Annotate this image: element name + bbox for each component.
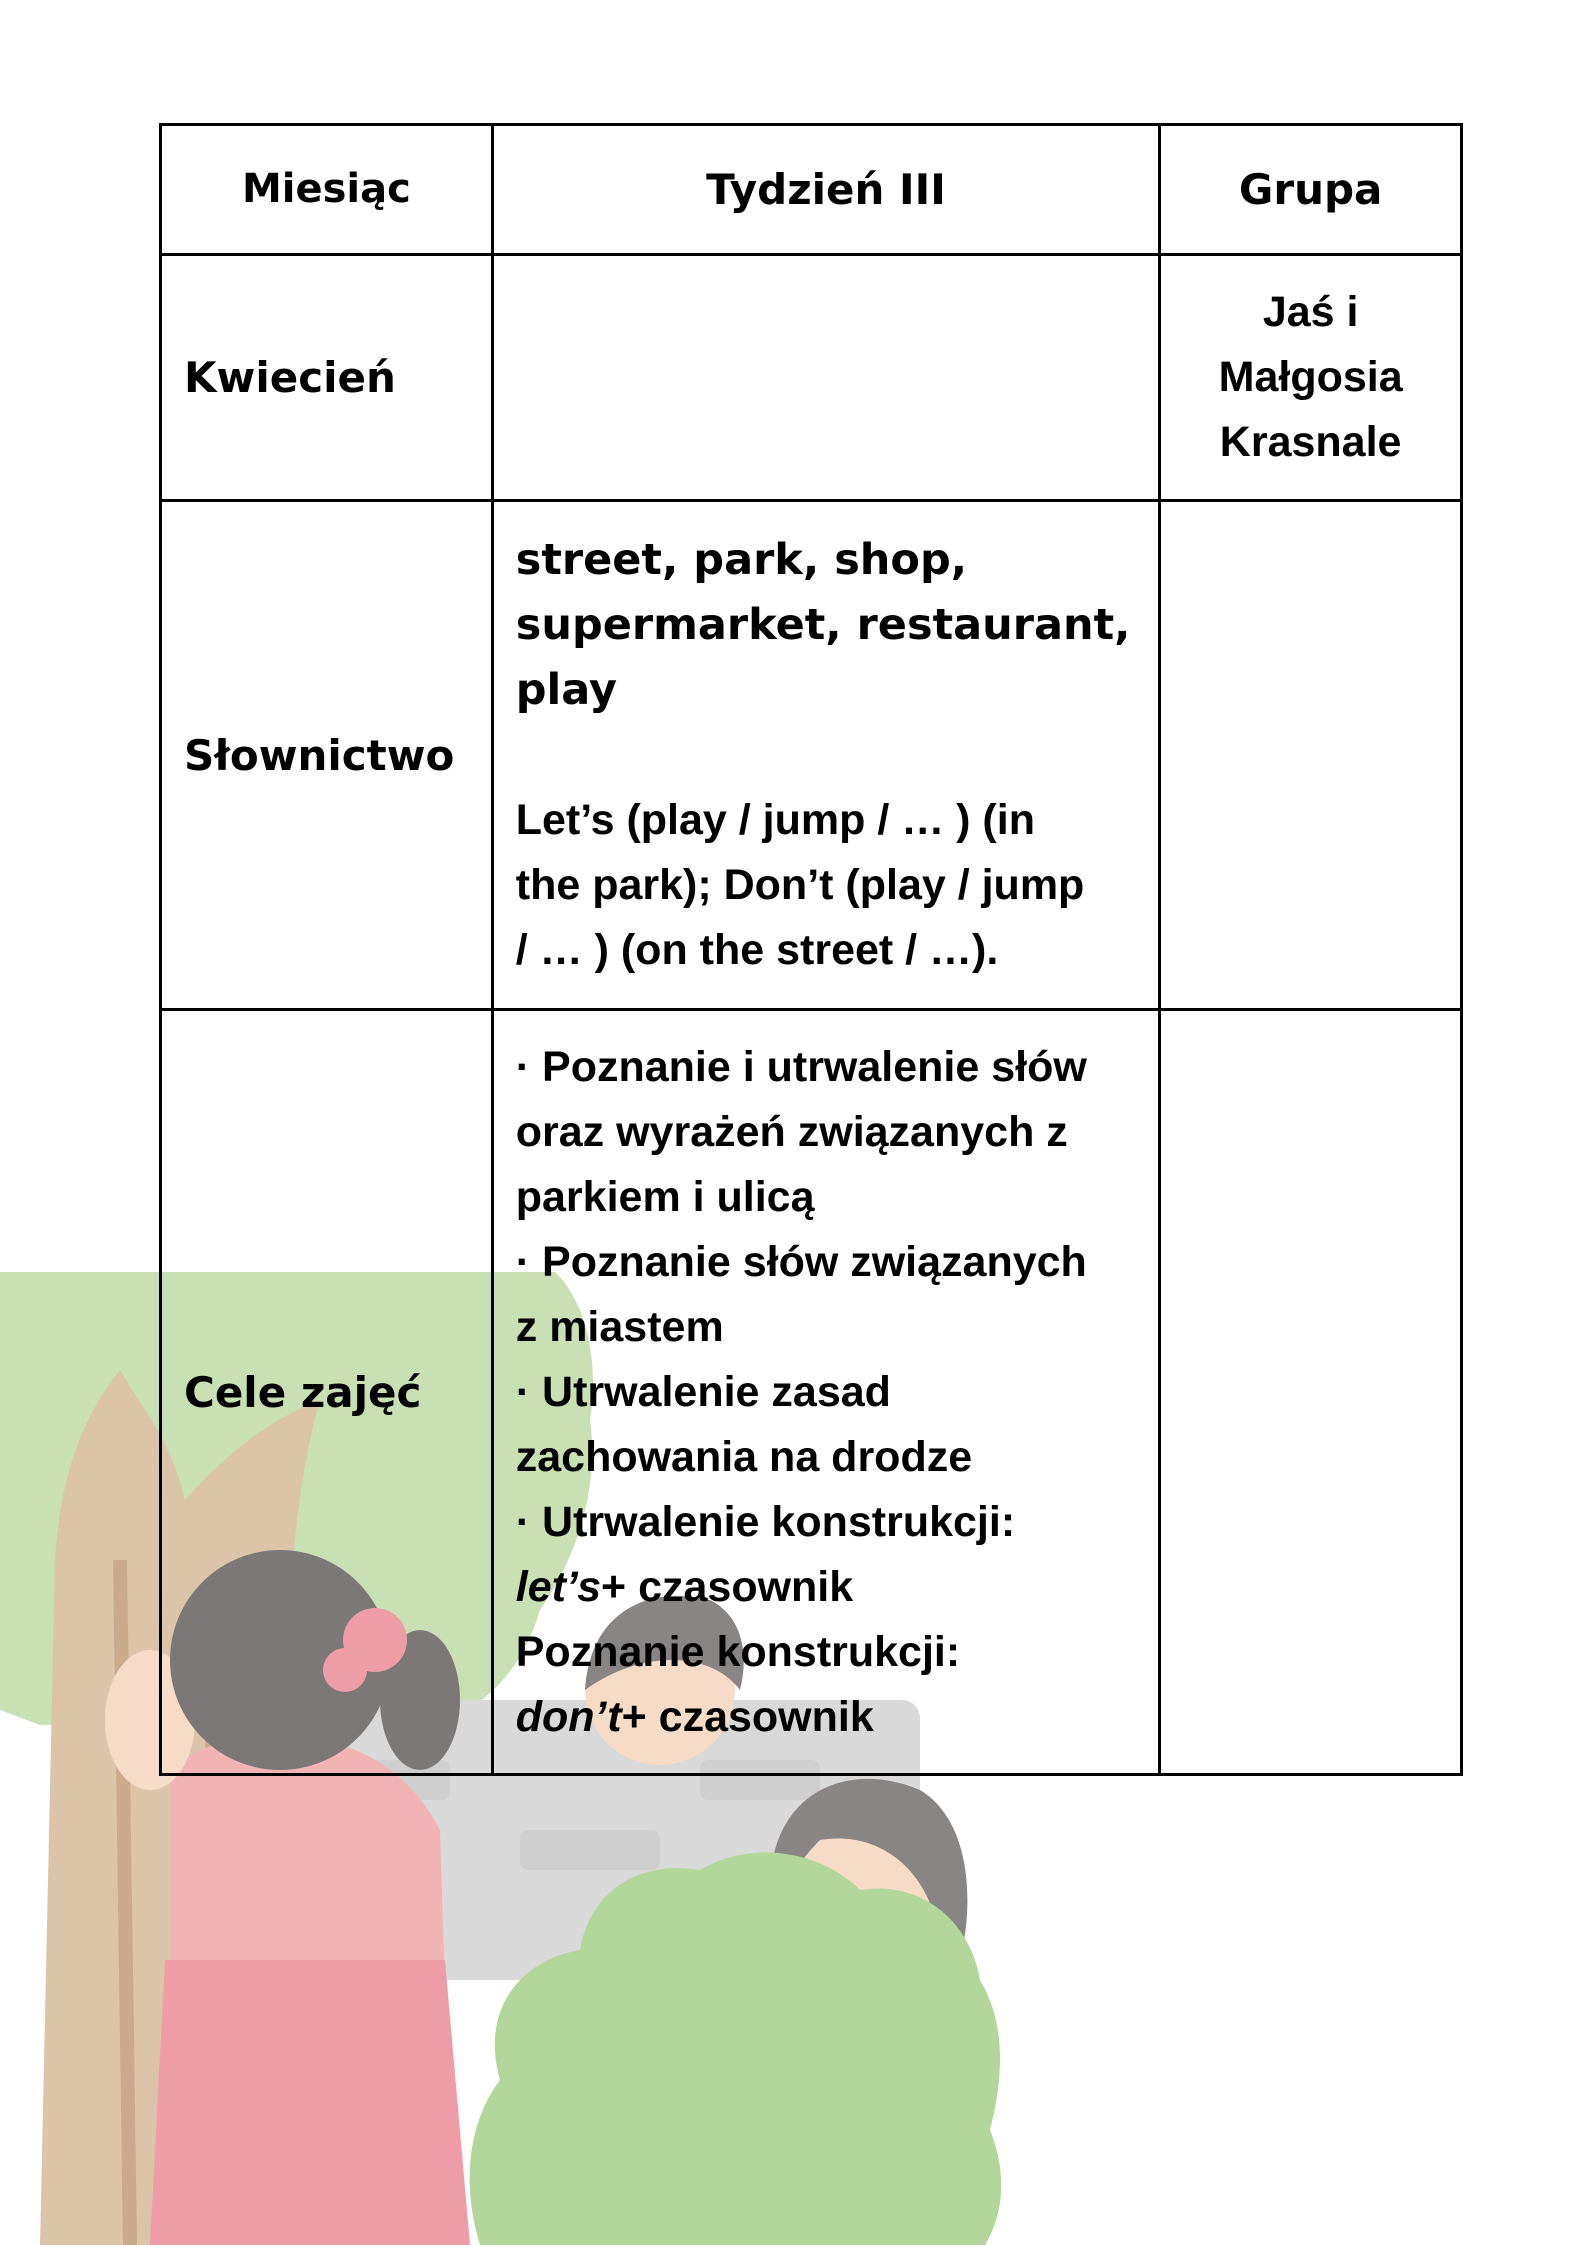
vocab-words-line-1: street, park, shop, [515,534,968,585]
goal-line: oraz wyrażeń związanych z [515,1107,1068,1156]
vocab-phrase-line-2: the park); Don’t (play / jump [515,860,1085,909]
goal-line: · Utrwalenie zasad [515,1367,891,1416]
vocab-words-line-3: play [515,664,617,715]
goal-line: · Utrwalenie konstrukcji: [515,1497,1016,1546]
goals-label: Cele zajęć [161,1010,493,1775]
vocab-row [161,501,1462,1010]
goal-line: zachowania na drodze [515,1432,973,1481]
week-value [492,255,1160,501]
group-line-1: Jaś i [1262,288,1359,336]
vocab-label: Słownictwo [161,501,493,1010]
girl-skirt [150,1960,470,2245]
vocab-phrase-line-1: Let’s (play / jump / … ) (in [515,795,1035,844]
goal-line: z miastem [515,1302,724,1351]
vocab-phrase-line-3: / … ) (on the street / …). [515,925,999,974]
group-line-3: Krasnale [1219,418,1402,466]
table-header-row [161,125,1462,255]
goal-lets-line [516,1555,1137,1620]
goal-line: · Poznanie słów związanych [515,1237,1087,1286]
vocab-group-cell [1160,501,1462,1010]
group-value [1160,255,1462,501]
lets-rest: + czasownik [601,1562,854,1611]
dont-italic: don’t [515,1692,622,1741]
month-value: Kwiecień [161,255,493,501]
group-line-2: Małgosia [1218,353,1403,401]
goal-dont-line [516,1685,1137,1750]
header-month: Miesiąc [161,125,493,255]
vocab-content [492,501,1160,1010]
vocab-words-line-2: supermarket, restaurant, [515,599,1131,650]
vocab-words [516,528,1137,723]
goals-content [492,1010,1160,1775]
lets-italic: let’s [515,1562,602,1611]
goal-line: parkiem i ulicą [515,1172,815,1221]
month-row [161,255,1462,501]
goals-row [161,1010,1462,1775]
dont-rest: + czasownik [621,1692,874,1741]
header-group: Grupa [1160,125,1462,255]
goal-line: · Poznanie i utrwalenie słów [515,1042,1087,1091]
header-week: Tydzień III [492,125,1160,255]
vocab-phrases [516,788,1137,983]
goals-group-cell [1160,1010,1462,1775]
lesson-plan-table [159,123,1463,1776]
goal-dont-intro: Poznanie konstrukcji: [515,1627,961,1676]
